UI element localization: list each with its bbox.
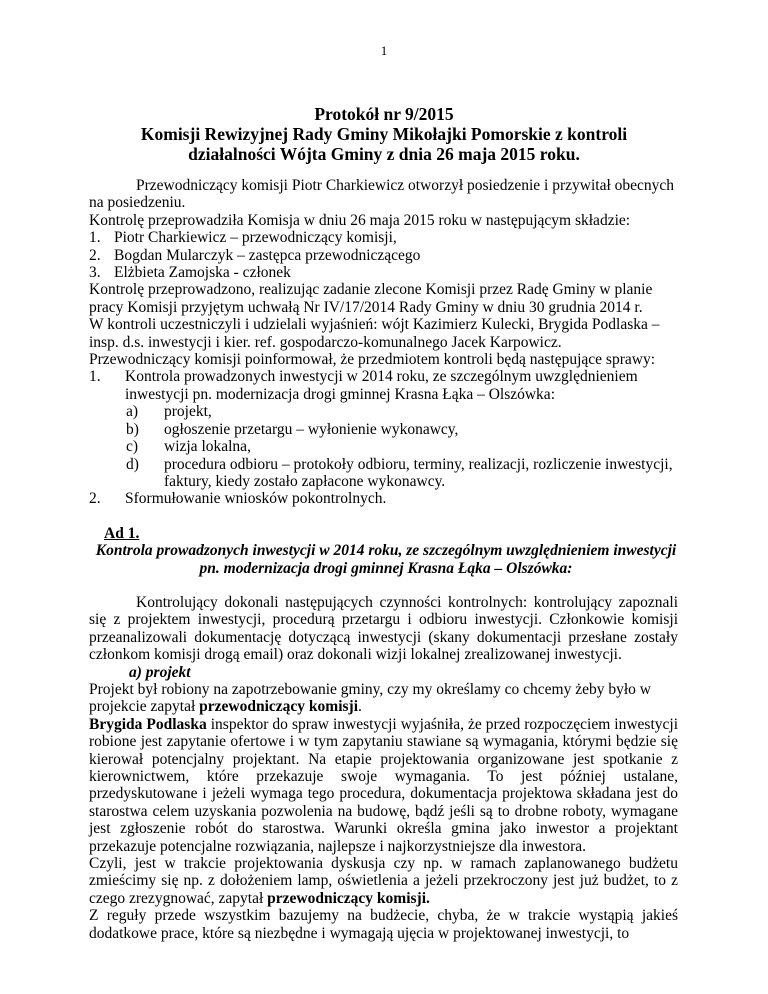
page-number: 1 xyxy=(380,43,388,58)
agenda-subitem: a) projekt, xyxy=(126,403,212,421)
document-body xyxy=(89,177,678,942)
agenda-item: 1. Kontrola prowadzonych inwestycji w 2014 roku, ze szczególnym uwzględnieniem inwestycji pn. modernizacja drogi gminnej Krasna Łąka – Olszówka: xyxy=(89,368,638,403)
ad1-heading: Kontrola prowadzonych inwestycji w 2014 roku, ze szczególnym uwzględnieniem inwestycji pn. modernizacja drogi gminnej Krasna Łąka – Olszówka: xyxy=(95,542,677,577)
opening-paragraph: Przewodniczący komisji Piotr Charkiewicz otworzył posiedzenie i przywitał obecnych na posiedzeniu. xyxy=(89,177,675,212)
plan-paragraph: Kontrolę przeprowadzono, realizując zadanie zlecone Komisji przez Radę Gminy w planie pracy Komisji przyjętym uchwałą Nr IV/17/2014 Rady Gminy w dniu 30 grudnia 2014 r. xyxy=(89,281,653,316)
member-item: 3. Elżbieta Zamojska - członek xyxy=(89,264,291,282)
title-line-3: działalności Wójta Gminy z dnia 26 maja 2015 roku. xyxy=(188,144,580,164)
member-item: 2. Bogdan Mularczyk – zastępca przewodniczącego xyxy=(89,246,421,264)
members-list xyxy=(89,229,678,281)
subsection-a-heading: a) projekt xyxy=(129,663,191,681)
participants-paragraph: W kontroli uczestniczyli i udzielali wyjaśnień: wójt Kazimierz Kulecki, Brygida Podlaska – insp. d.s. inwestycji i kier. ref. gospodarczo-komunalnego Jacek Karpowicz. xyxy=(89,316,660,351)
member-item: 1. Piotr Charkiewicz – przewodniczący komisji, xyxy=(89,229,397,247)
composition-paragraph: Kontrolę przeprowadziła Komisja w dniu 26 maja 2015 roku w następującym składzie: xyxy=(89,211,631,229)
question-2: Czyli, jest w trakcie projektowania dyskusja czy np. w ramach zaplanowanego budżetu zmieścimy się np. z dołożeniem lamp, oświetlenia a jeżeli przekroczony jest już budżet, to z czego zrezygnować, zapytał przewodniczący komisji. xyxy=(89,855,678,907)
agenda-subitem: d) procedura odbioru – protokoły odbioru, terminy, realizacji, rozliczenie inwestycji, faktury, kiedy zostało zapłacone wykonawcy. xyxy=(126,455,673,490)
answer-1: Brygida Podlaska inspektor do spraw inwestycji wyjaśniła, że przed rozpoczęciem inwestycji robione jest zapytanie ofertowe i w tym zapytaniu stawiane są wymagania, którymi będzie się kierował potencjalny projektant. Na etapie projektowania organizowane jest spotkanie z kierownictwem, które przekazuje swoje wymagania. To jest później ustalane, przedyskutowane i jeżeli wymaga tego procedura, dokumentacja projektowa składana jest do starostwa celem uzyskania pozwolenia na budowę, bądź jeśli są to drobne roboty, wymagane jest zgłoszenie robót do starostwa. Warunki określa gmina jako inwestor a projektant przekazuje potencjalne rozwiązania, najlepsze i najkorzystniejsze dla inwestora. xyxy=(89,715,678,855)
document-title xyxy=(92,104,676,164)
title-line-2: Komisji Rewizyjnej Rady Gminy Mikołajki Pomorskie z kontroli xyxy=(140,124,628,144)
answer-2: Z reguły przede wszystkim bazujemy na budżecie, chyba, że w trakcie wystąpią jakieś dodatkowe prace, które są niezbędne i wymagają ujęcia w projektowanej inwestycji, to xyxy=(89,907,678,942)
agenda-item: 2. Sformułowanie wniosków pokontrolnych. xyxy=(89,490,387,508)
agenda-intro: Przewodniczący komisji poinformował, że przedmiotem kontroli będą następujące sprawy: xyxy=(89,351,655,369)
question-1: Projekt był robiony na zapotrzebowanie gminy, czy my określamy co chcemy żeby było w projekcie zapytał przewodniczący komisji. xyxy=(89,680,651,716)
ad1-label: Ad 1. xyxy=(104,524,140,542)
activities-paragraph: Kontrolujący dokonali następujących czynności kontrolnych: kontrolujący zapoznali się z projektem inwestycji, procedurą przetargu i odbioru inwestycji. Członkowie komisji przeanalizowali dokumentację dotyczącą inwestycji (skany dokumentacji przesłane zostały członkom komisji drogą email) oraz dokonali wizji lokalnej zrealizowanej inwestycji. xyxy=(89,593,678,664)
title-line-1: Protokół nr 9/2015 xyxy=(314,104,454,124)
agenda-subitem: c) wizja lokalna, xyxy=(126,438,251,456)
agenda-subitem: b) ogłoszenie przetargu – wyłonienie wykonawcy, xyxy=(126,420,459,438)
